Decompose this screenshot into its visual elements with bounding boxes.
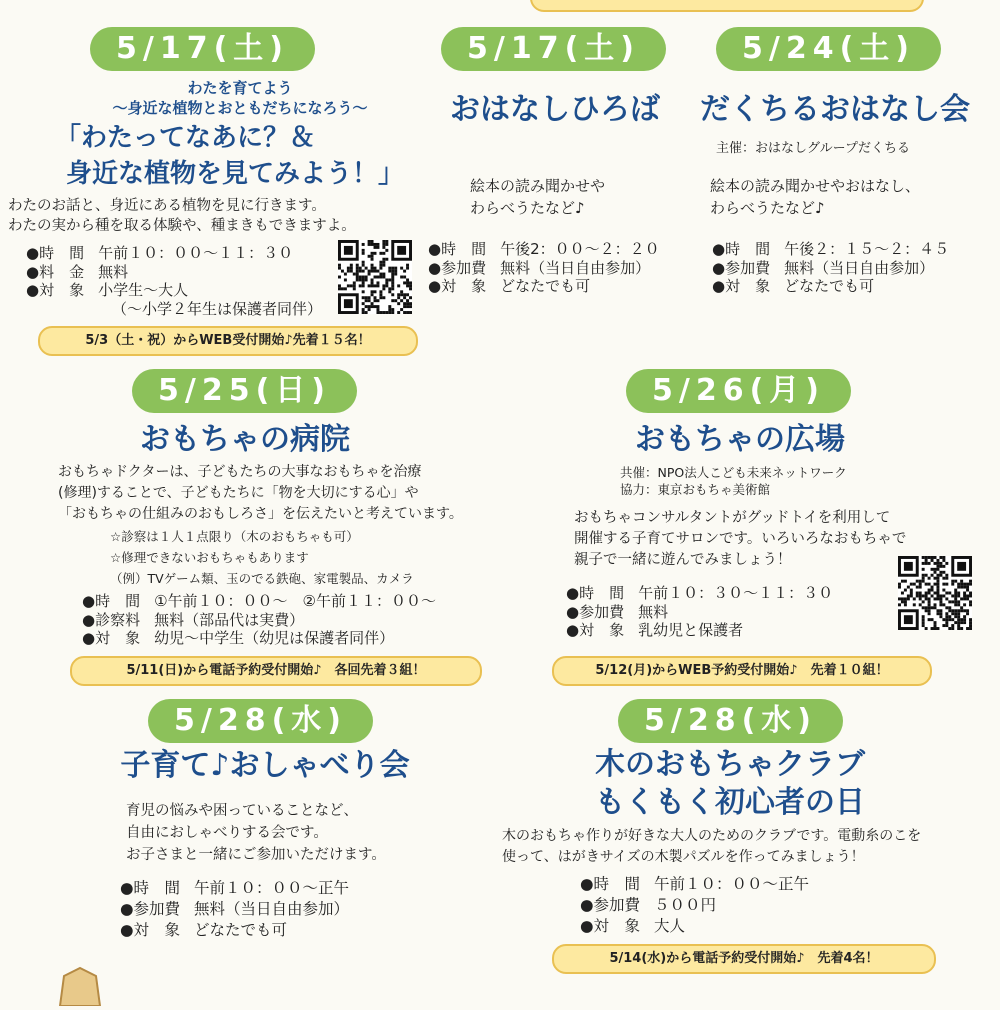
info-value: 午前１０：００〜正午 <box>654 875 810 893</box>
info-row <box>566 584 833 603</box>
reservation-notice: 5/3（土・祝）からWEB受付開始♪先着１５名！ <box>38 326 418 356</box>
info-label: ●時 間 <box>120 879 181 897</box>
title-line: 身近な植物を見てみよう！」 <box>65 159 404 189</box>
event-date-badge: 5/25(日) <box>132 369 357 413</box>
event-description <box>58 462 463 525</box>
top-partial-banner <box>530 0 924 12</box>
note-line: ☆修理できないおもちゃもあります <box>110 550 309 565</box>
body-line: 親子で一緒に遊んでみましょう！ <box>574 552 792 568</box>
info-label: ●診察料 <box>82 610 141 629</box>
info-value: （〜小学２年生は保護者同伴） <box>112 299 323 318</box>
info-label: ●対 象 <box>580 917 641 935</box>
organizer-line: 協力：東京おもちゃ美術館 <box>620 482 771 497</box>
info-label: ●参加費 <box>428 258 487 277</box>
intro-line: わたを育てよう <box>187 79 293 97</box>
info-value: 無料（当日自由参加） <box>784 258 935 277</box>
info-value: 午前１０：００〜１１：３０ <box>98 244 294 262</box>
info-row <box>428 240 660 259</box>
info-row <box>428 277 660 296</box>
event-date-badge: 5/26(月) <box>626 369 851 413</box>
info-label: ●対 象 <box>120 921 181 939</box>
info-row <box>120 920 349 941</box>
event-date-badge: 5/28(水) <box>618 699 843 743</box>
info-label: ●対 象 <box>82 629 141 647</box>
event-description <box>126 800 386 866</box>
event-title <box>15 120 455 192</box>
title-line: 子育て♪おしゃべり会 <box>120 748 410 783</box>
title-line: もくもく初心者の日 <box>595 785 865 820</box>
body-line: わらべうたなど♪ <box>470 199 585 217</box>
body-line: 「おもちゃの仕組みのおもしろさ」を伝えたいと考えています。 <box>58 506 463 522</box>
body-line: 開催する子育てサロンです。いろいろなおもちゃで <box>574 531 907 547</box>
body-line: おもちゃコンサルタントがグッドトイを利用して <box>574 510 891 526</box>
info-value: 午前１０：３０〜１１：３０ <box>638 584 834 602</box>
info-label: ●時 間 <box>566 584 625 602</box>
event-info <box>428 240 660 296</box>
info-row <box>712 277 949 296</box>
info-row <box>580 916 809 937</box>
info-label: ●時 間 <box>712 240 771 258</box>
event-organizer <box>620 464 847 498</box>
event-title <box>690 90 980 130</box>
info-row <box>566 621 833 640</box>
body-line: わたのお話と、身近にある植物を見に行きます。 <box>8 198 326 214</box>
body-line: 自由におしゃべりする会です。 <box>126 825 328 841</box>
info-row <box>82 611 436 630</box>
event-description <box>502 826 921 868</box>
info-value: 午前１０：００〜正午 <box>194 879 350 897</box>
info-row <box>428 259 660 278</box>
info-value: 大人 <box>654 917 686 935</box>
info-label: ●料 金 <box>26 262 85 281</box>
event-description <box>710 175 920 219</box>
info-row <box>26 263 322 282</box>
info-value: 午後2：００〜２：２０ <box>500 240 660 258</box>
event-title <box>110 420 380 460</box>
info-value: 小学生〜大人 <box>98 281 189 299</box>
qr-code-icon[interactable] <box>898 556 972 630</box>
info-label: ●対 象 <box>712 277 771 295</box>
body-line: 絵本の読み聞かせや <box>470 177 606 195</box>
event-date-badge: 5/17(土) <box>90 27 315 71</box>
info-label: ●時 間 <box>82 592 141 610</box>
title-line: おもちゃの病院 <box>140 422 350 457</box>
info-row <box>712 240 949 259</box>
event-organizer: 主催：おはなしグループだくちる <box>716 141 910 156</box>
info-row <box>26 244 322 263</box>
event-info <box>82 592 436 648</box>
info-row <box>26 300 322 319</box>
info-row <box>120 878 349 899</box>
event-description <box>574 508 906 571</box>
info-row <box>580 895 809 916</box>
event-date-badge: 5/17(土) <box>441 27 666 71</box>
reservation-notice: 5/12(月)からWEB予約受付開始♪ 先着１０組！ <box>552 656 932 686</box>
info-value: 無料 <box>638 602 669 621</box>
event-info <box>26 244 322 318</box>
info-value: ５００円 <box>654 896 717 914</box>
title-line: おはなしひろば <box>450 92 660 127</box>
info-value: 無料（当日自由参加） <box>194 900 350 918</box>
body-line: 育児の悩みや困っていることなど、 <box>126 803 358 819</box>
event-title <box>610 420 870 460</box>
reservation-notice: 5/11(日)から電話予約受付開始♪ 各回先着３組！ <box>70 656 482 686</box>
info-row <box>566 603 833 622</box>
info-value: どなたでも可 <box>500 277 591 295</box>
info-value: 無料 <box>98 262 129 281</box>
event-title <box>575 746 885 822</box>
info-label: ●時 間 <box>428 240 487 258</box>
info-row <box>26 281 322 300</box>
info-value: どなたでも可 <box>784 277 875 295</box>
info-value: どなたでも可 <box>194 921 288 939</box>
reservation-notice: 5/14(水)から電話予約受付開始♪ 先着4名！ <box>552 944 936 974</box>
organizer-line: 共催：NPO法人こども未来ネットワーク <box>620 465 847 480</box>
body-line: (修理)することで、子どもたちに「物を大切にする心」や <box>58 485 419 501</box>
info-row <box>82 592 436 611</box>
info-label: ●時 間 <box>580 875 641 893</box>
intro-line: 〜身近な植物とおともだちになろう〜 <box>112 99 368 117</box>
title-line: 「わたってなあに？＆ <box>55 123 316 153</box>
event-date-badge: 5/24(土) <box>716 27 941 71</box>
title-line: だくちるおはなし会 <box>700 92 970 127</box>
body-line: おもちゃドクターは、子どもたちの大事なおもちゃを治療 <box>58 464 422 480</box>
event-title <box>95 746 435 786</box>
event-description <box>8 196 356 236</box>
info-label: ●時 間 <box>26 244 85 262</box>
event-info <box>566 584 833 640</box>
body-line: 使って、はがきサイズの木製パズルを作ってみましょう！ <box>502 849 865 865</box>
shogi-piece-icon <box>50 966 110 1006</box>
info-value: 午後２：１５〜２：４５ <box>784 240 950 258</box>
body-line: わたの実から種を取る体験や、種まきもできますよ。 <box>8 218 356 234</box>
body-line: 絵本の読み聞かせやおはなし、 <box>710 177 921 195</box>
info-label: ●参加費 <box>712 258 771 277</box>
info-label: ●対 象 <box>566 621 625 639</box>
body-line: わらべうたなど♪ <box>710 199 825 217</box>
info-value: 幼児〜中学生（幼児は保護者同伴） <box>154 629 395 647</box>
info-label: ●対 象 <box>26 281 85 299</box>
info-label: ●参加費 <box>580 896 641 914</box>
info-value: 乳幼児と保護者 <box>638 621 744 639</box>
event-notes <box>110 526 414 589</box>
qr-code-icon[interactable] <box>338 240 412 314</box>
event-info <box>712 240 949 296</box>
info-value: ①午前１０：００〜 ②午前１１：００〜 <box>154 592 436 610</box>
note-line: ☆診察は１人１点限り（木のおもちゃも可） <box>110 529 359 544</box>
info-row <box>580 874 809 895</box>
info-label: ●参加費 <box>120 900 181 918</box>
event-date-badge: 5/28(水) <box>148 699 373 743</box>
info-row <box>712 259 949 278</box>
title-line: おもちゃの広場 <box>635 422 845 457</box>
event-title <box>430 90 680 130</box>
info-label: ●参加費 <box>566 602 625 621</box>
info-row <box>82 629 436 648</box>
info-label: ●対 象 <box>428 277 487 295</box>
note-line: （例）TVゲーム類、玉のでる鉄砲、家電製品、カメラ <box>110 571 414 586</box>
event-info <box>580 874 809 937</box>
event-info <box>120 878 349 941</box>
event-intro <box>20 78 460 118</box>
info-row <box>120 899 349 920</box>
info-value: 無料（当日自由参加） <box>500 258 651 277</box>
title-line: 木のおもちゃクラブ <box>595 747 865 782</box>
body-line: お子さまと一緒にご参加いただけます。 <box>126 847 386 863</box>
body-line: 木のおもちゃ作りが好きな大人のためのクラブです。電動糸のこを <box>502 828 922 844</box>
info-value: 無料（部品代は実費） <box>154 610 305 629</box>
event-description <box>470 175 605 219</box>
